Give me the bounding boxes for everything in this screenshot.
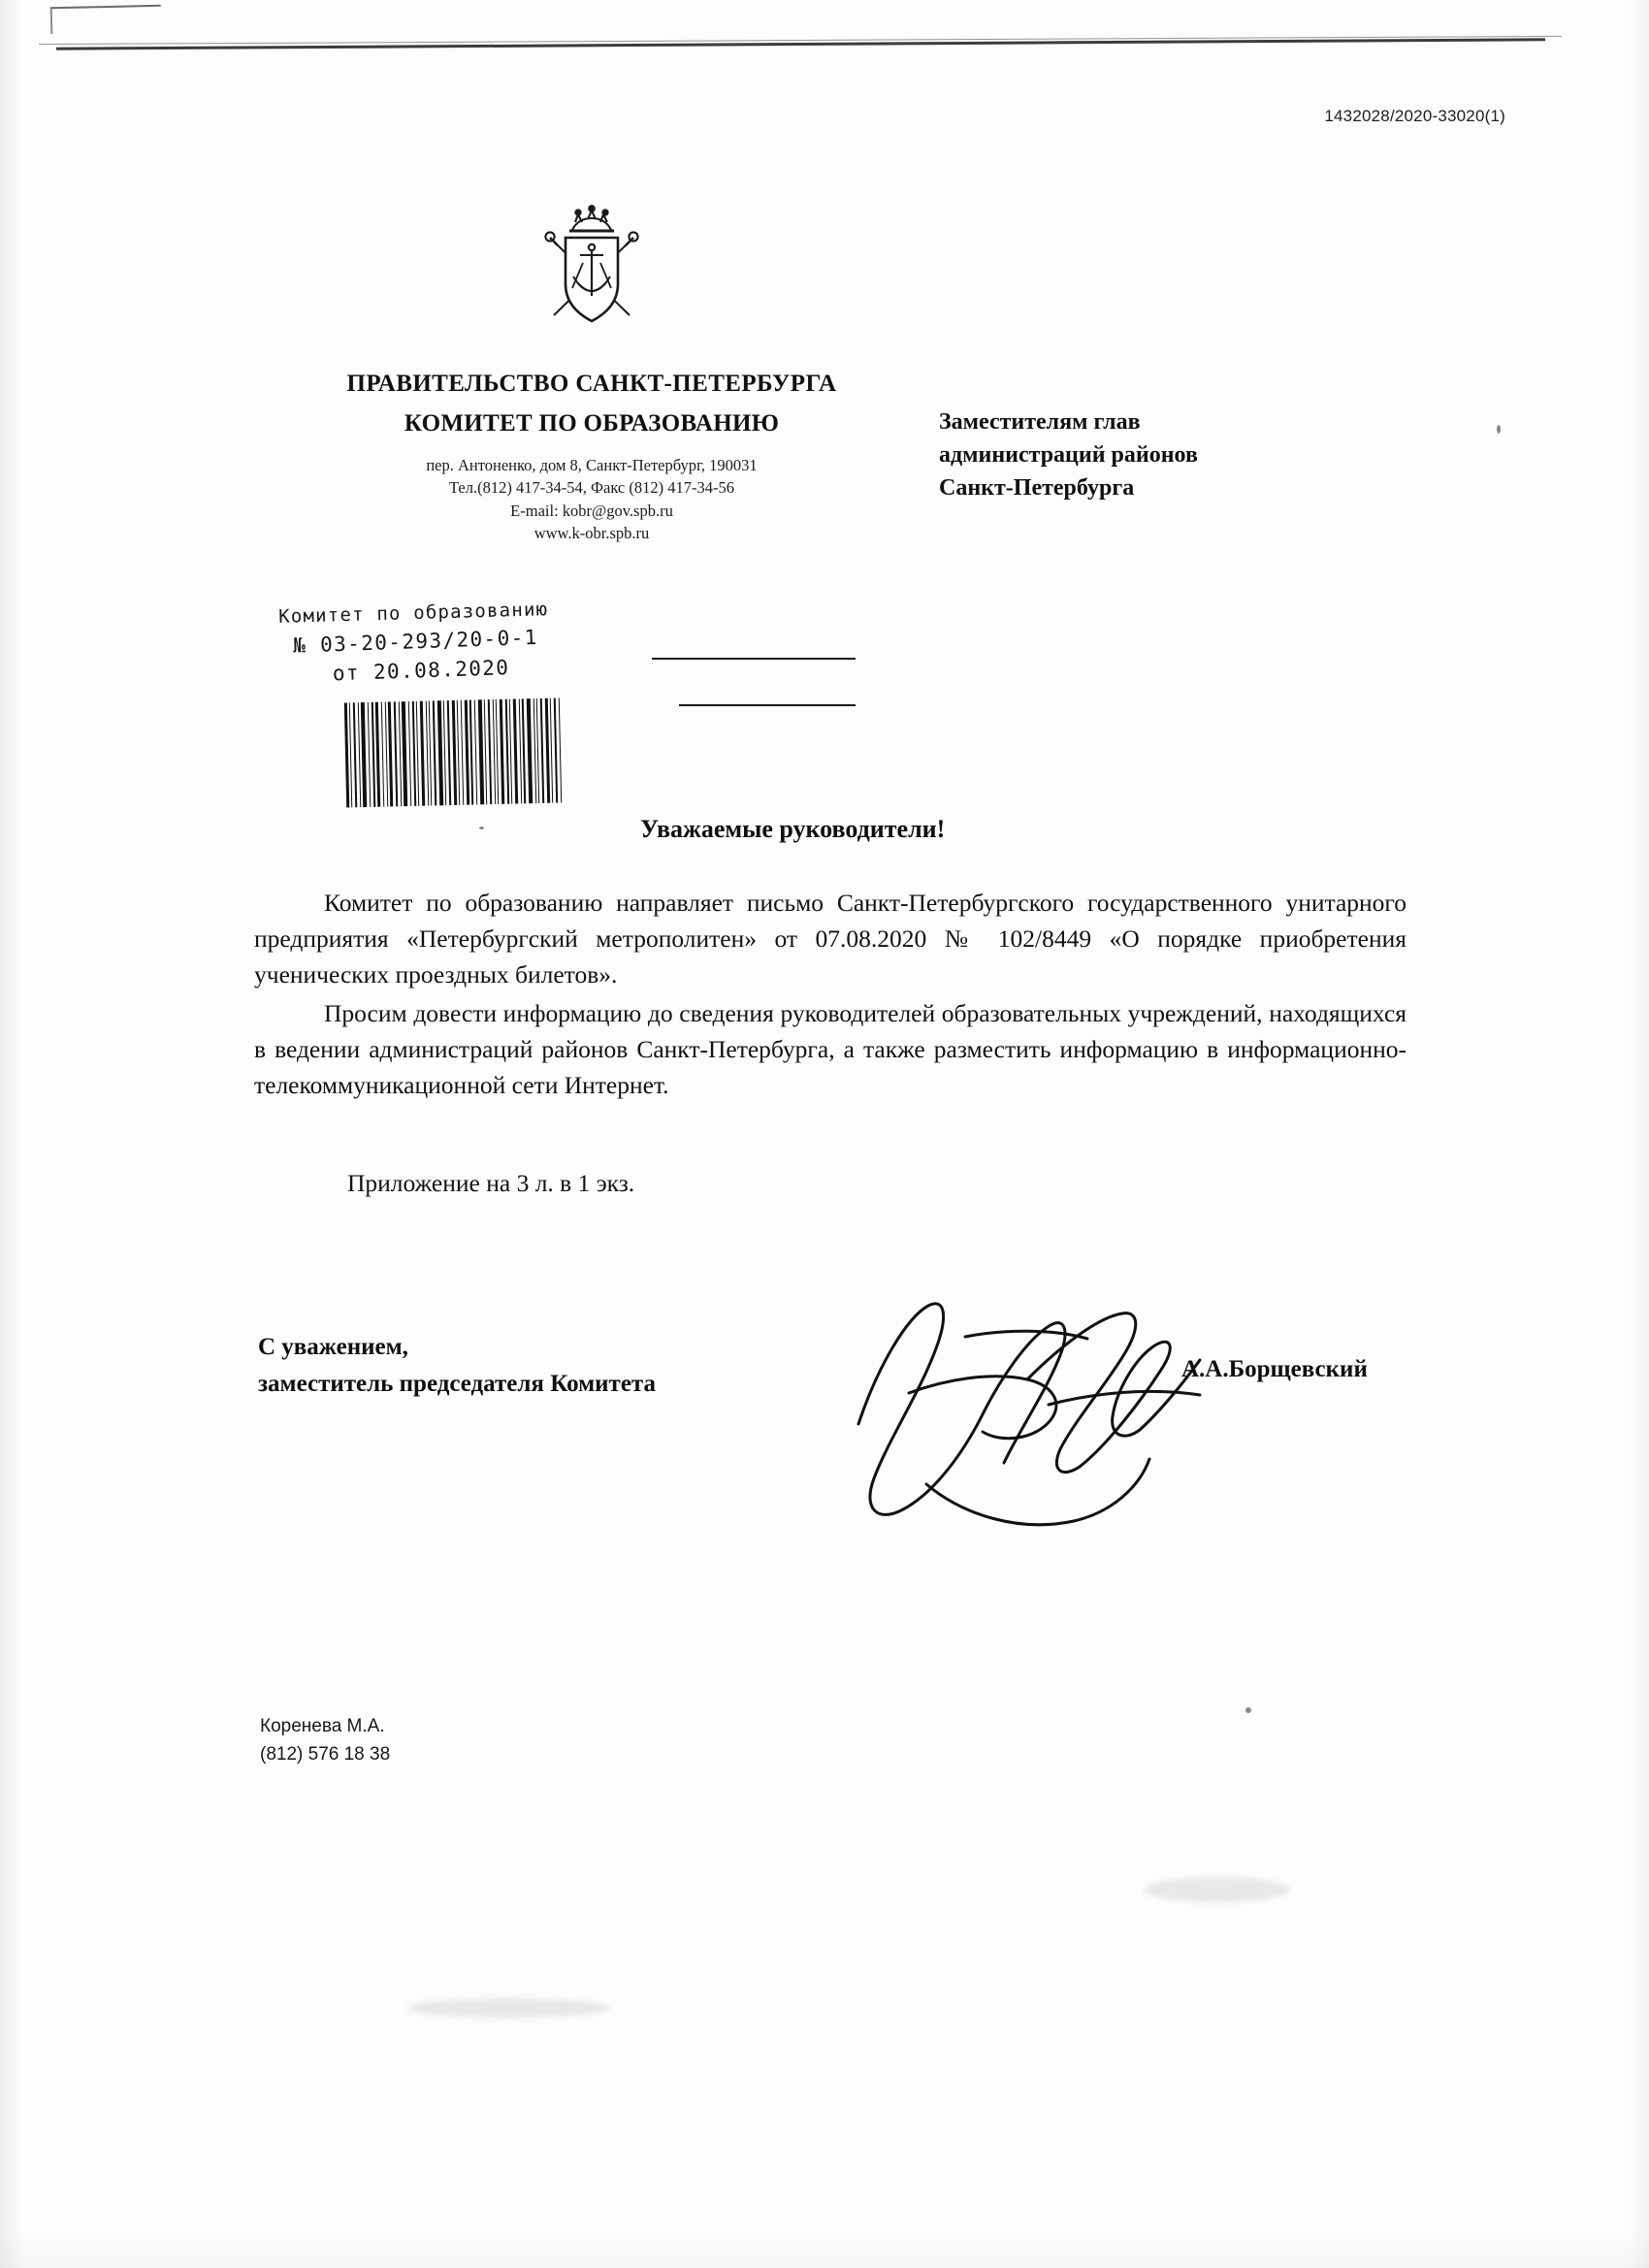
letter-body (254, 885, 1406, 1103)
scan-speck (1245, 1707, 1251, 1713)
scan-edge-shading-left (0, 0, 25, 2268)
handwritten-signature-icon (820, 1279, 1285, 1560)
committee-name: КОМИТЕТ ПО ОБРАЗОВАНИЮ (404, 410, 780, 437)
registration-stamp (278, 597, 620, 686)
stamp-number: № 03-20-293/20-0-1 (292, 625, 539, 658)
organization-address: пер. Антоненко, дом 8, Санкт-Петербург, 190031 (426, 456, 758, 474)
executor-name: Коренева М.А. (260, 1716, 385, 1736)
scan-smudge (1145, 1877, 1290, 1902)
body-paragraph-2: Просим довести информацию до сведения руководителей образовательных учреждений, находящихся в ведении администраций районов Санкт-Петербурга, а также разместить информацию в информационно-телекоммуникационной сети Интернет. (254, 998, 1406, 1100)
stamp-date: от 20.08.2020 (332, 656, 510, 686)
reference-line-2 (679, 704, 856, 706)
addressee-line-3: Санкт-Петербурга (939, 475, 1135, 502)
signer-name: А.А.Борщевский (1181, 1356, 1368, 1382)
organization-contacts (291, 454, 892, 545)
government-name: ПРАВИТЕЛЬСТВО САНКТ-ПЕТЕРБУРГА (346, 371, 837, 397)
scanner-streak-artifact (39, 39, 1581, 49)
stamp-title: Комитет по образованию (277, 599, 549, 628)
scan-speck (1497, 425, 1501, 434)
closing-line: С уважением, (258, 1334, 408, 1360)
executor-phone: (812) 576 18 38 (260, 1744, 391, 1766)
signature-block (258, 1329, 656, 1402)
organization-website: www.k-obr.spb.ru (534, 524, 650, 543)
organization-email: E-mail: kobr@gov.spb.ru (510, 501, 673, 520)
scan-edge-shading-right (1628, 0, 1649, 2268)
document-registration-code: 1432028/2020-33020(1) (1324, 107, 1505, 125)
organization-header (291, 371, 892, 545)
scan-edge-shading-bottom (0, 2229, 1649, 2268)
addressee-line-1: Заместителям глав (939, 409, 1141, 435)
barcode-icon (344, 697, 562, 807)
coat-of-arms-icon (527, 199, 657, 335)
scan-smudge (407, 1998, 611, 2018)
signer-position: заместитель председателя Комитета (258, 1370, 656, 1397)
executor-block (260, 1712, 390, 1769)
addressee-line-2: администраций районов (939, 442, 1198, 469)
scan-speck (479, 826, 484, 829)
addressee-block (939, 405, 1198, 504)
organization-phone: Тел.(812) 417-34-54, Факс (812) 417-34-56 (448, 478, 734, 498)
body-paragraph-1: Комитет по образованию направляет письмо Санкт-Петербургского государственного унитарного предприятия «Петербургский метрополитен» от 07.08.2020 № 102/8449 «О порядке приобретения ученических проездных билетов». (254, 889, 1406, 989)
page-corner-fold-artifact (50, 5, 162, 34)
reference-line-1 (652, 658, 856, 660)
salutation: Уважаемые руководители! (640, 815, 946, 843)
attachment-note: Приложение на 3 л. в 1 экз. (347, 1169, 635, 1197)
